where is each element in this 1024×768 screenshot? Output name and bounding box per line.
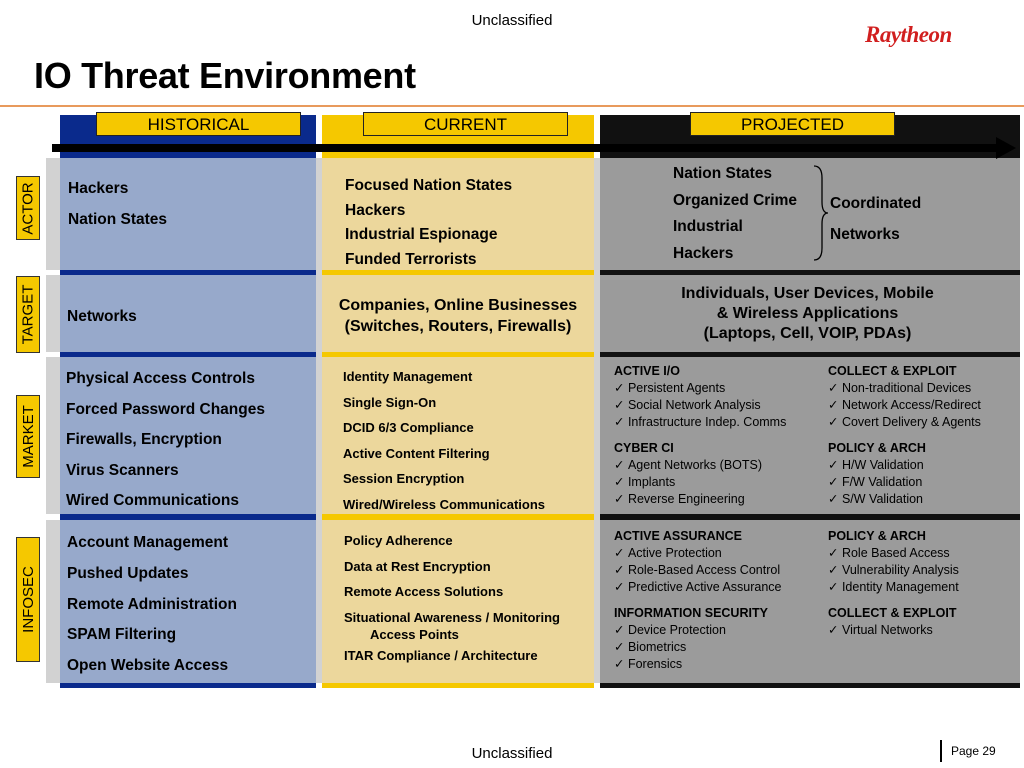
infosec-active-assurance-group [614, 528, 782, 596]
check-item: ✓ Biometrics [614, 639, 768, 656]
timeline-arrowhead-icon [996, 137, 1016, 159]
group-heading: CYBER CI [614, 441, 674, 455]
check-item: ✓ Network Access/Redirect [828, 397, 981, 414]
check-item: ✓ Persistent Agents [614, 380, 786, 397]
list-item: Session Encryption [343, 471, 465, 487]
market-historical-list [66, 364, 265, 517]
row-shadow [46, 520, 60, 683]
list-item: Hackers [345, 201, 406, 219]
actor-projected-list [673, 161, 797, 267]
list-item: Data at Rest Encryption [344, 558, 491, 574]
list-item: Virus Scanners [66, 461, 179, 479]
list-item: Focused Nation States [345, 177, 513, 194]
row-shadow [46, 158, 60, 270]
check-item: ✓ Non-traditional Devices [828, 380, 981, 397]
bracket-line: Coordinated [830, 195, 922, 212]
list-item: Nation States [673, 165, 773, 182]
group-heading: INFORMATION SECURITY [614, 606, 768, 620]
actor-current-list [345, 174, 512, 272]
check-item: ✓ Predictive Active Assurance [614, 579, 782, 596]
check-item: ✓ Virtual Networks [828, 622, 956, 639]
group-heading: POLICY & ARCH [828, 529, 926, 543]
text-line: (Laptops, Cell, VOIP, PDAs) [703, 325, 912, 342]
list-item: Firewalls, Encryption [66, 431, 222, 449]
infosec-collect-exploit-group [828, 605, 956, 639]
check-item: ✓ Identity Management [828, 579, 959, 596]
check-item: ✓ Active Protection [614, 545, 782, 562]
infosec-historical-list [67, 528, 237, 682]
historical-header: HISTORICAL [96, 112, 301, 136]
classification-bottom: Unclassified [471, 745, 553, 762]
list-item: SPAM Filtering [67, 626, 177, 644]
group-heading: COLLECT & EXPLOIT [828, 364, 957, 378]
footer-divider [940, 740, 942, 762]
coordinated-networks-label [830, 188, 921, 250]
infosec-current-list [344, 528, 560, 668]
row-label-infosec: INFOSEC [16, 537, 40, 662]
raytheon-logo: Raytheon [865, 22, 952, 47]
list-item: Industrial Espionage [345, 226, 498, 243]
actor-projected-cell [600, 158, 1020, 270]
group-heading: COLLECT & EXPLOIT [828, 606, 957, 620]
target-current-text [322, 295, 594, 337]
infosec-policy-arch-group [828, 528, 959, 596]
row-label-actor: ACTOR [16, 176, 40, 240]
list-item: Physical Access Controls [66, 370, 255, 387]
list-item: Identity Management [343, 369, 473, 384]
list-item: Active Content Filtering [343, 445, 490, 461]
list-item: Hackers [673, 244, 734, 262]
list-item: Forced Password Changes [66, 400, 265, 418]
market-active-io-group [614, 363, 786, 431]
market-policy-arch-group [828, 440, 926, 508]
page-number: Page 29 [951, 744, 996, 758]
row-shadow [46, 275, 60, 352]
list-item: Open Website Access [67, 657, 229, 675]
check-item: ✓ Role Based Access [828, 545, 959, 562]
list-item: ITAR Compliance / Architecture [344, 647, 538, 663]
timeline-arrow-shaft [52, 144, 1002, 152]
list-item: Situational Awareness / Monitoring [344, 609, 560, 625]
check-item: ✓ Vulnerability Analysis [828, 562, 959, 579]
target-projected-text [600, 284, 1015, 344]
text-line: Individuals, User Devices, Mobile [681, 285, 934, 302]
check-item: ✓ Agent Networks (BOTS) [614, 457, 762, 474]
projected-header: PROJECTED [690, 112, 895, 136]
row-label-target: TARGET [16, 276, 40, 353]
classification-top: Unclassified [471, 12, 553, 29]
page-title: IO Threat Environment [34, 55, 416, 96]
check-item: ✓ S/W Validation [828, 491, 926, 508]
row-label-market: MARKET [16, 395, 40, 478]
text-line: (Switches, Routers, Firewalls) [344, 318, 572, 335]
check-item: ✓ Forensics [614, 656, 768, 673]
group-heading: POLICY & ARCH [828, 441, 926, 455]
list-item: Policy Adherence [344, 533, 453, 548]
title-divider [0, 105, 1024, 107]
list-item: Nation States [68, 211, 168, 228]
row-shadow [46, 357, 60, 514]
brace-icon [812, 164, 830, 262]
text-line: & Wireless Applications [716, 305, 899, 322]
check-item: ✓ Reverse Engineering [614, 491, 762, 508]
check-item: ✓ Device Protection [614, 622, 768, 639]
list-item: Remote Access Solutions [344, 584, 504, 600]
list-item: Wired/Wireless Communications [343, 496, 546, 512]
list-item: Hackers [68, 180, 129, 197]
infosec-information-security-group [614, 605, 768, 673]
group-heading: ACTIVE I/O [614, 364, 680, 378]
list-item: Wired Communications [66, 492, 239, 510]
current-header: CURRENT [363, 112, 568, 136]
bracket-line: Networks [830, 226, 900, 243]
check-item: ✓ F/W Validation [828, 474, 926, 491]
market-current-list [343, 364, 545, 518]
check-item: ✓ Implants [614, 474, 762, 491]
check-item: ✓ H/W Validation [828, 457, 926, 474]
list-item: Access Points [370, 626, 459, 642]
list-item: Remote Administration [67, 595, 237, 613]
list-item: Industrial [673, 218, 743, 235]
market-cyber-ci-group [614, 440, 762, 508]
group-heading: ACTIVE ASSURANCE [614, 529, 743, 543]
market-collect-exploit-group [828, 363, 981, 431]
text-line: Companies, Online Businesses [338, 297, 578, 314]
list-item: Account Management [67, 534, 229, 551]
list-item: Organized Crime [673, 191, 798, 209]
target-historical-text: Networks [67, 308, 137, 325]
check-item: ✓ Role-Based Access Control [614, 562, 782, 579]
actor-historical-list [68, 180, 167, 229]
list-item: Funded Terrorists [345, 250, 477, 268]
check-item: ✓ Social Network Analysis [614, 397, 786, 414]
list-item: Pushed Updates [67, 564, 189, 582]
check-item: ✓ Covert Delivery & Agents [828, 414, 981, 431]
list-item: DCID 6/3 Compliance [343, 420, 474, 436]
list-item: Single Sign-On [343, 394, 437, 410]
check-item: ✓ Infrastructure Indep. Comms [614, 414, 786, 431]
